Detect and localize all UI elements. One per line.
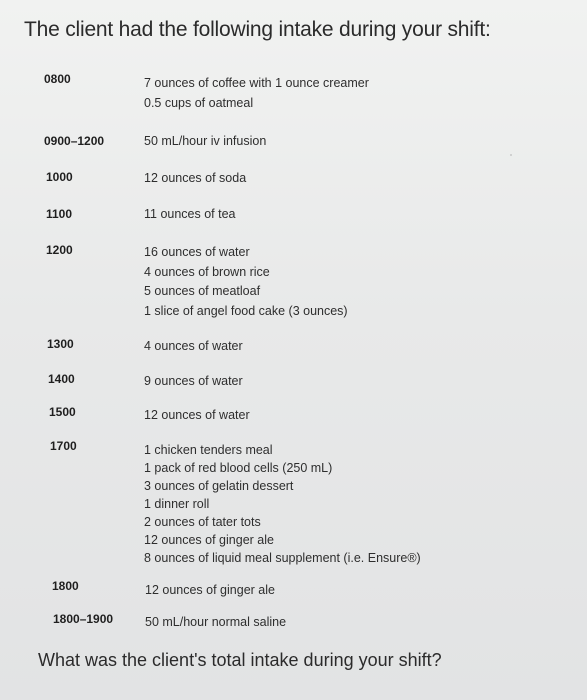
time-label: 0800 xyxy=(44,72,71,86)
intake-item: 0.5 cups of oatmeal xyxy=(144,95,254,110)
intake-items xyxy=(144,406,250,426)
intake-items xyxy=(144,441,421,567)
time-label: 0900–1200 xyxy=(44,134,105,148)
intake-item: 1 pack of red blood cells (250 mL) xyxy=(144,461,333,475)
intake-item: 1 slice of angel food cake (3 ounces) xyxy=(144,303,348,318)
intake-item: 12 ounces of soda xyxy=(144,171,247,185)
intake-item: 12 ounces of water xyxy=(144,408,250,422)
intake-items xyxy=(145,613,286,633)
intake-item: 16 ounces of water xyxy=(144,245,250,259)
paper-speck xyxy=(510,154,512,156)
intake-item: 1 chicken tenders meal xyxy=(144,443,273,457)
page-title: The client had the following intake during your shift: xyxy=(24,18,491,41)
intake-item: 3 ounces of gelatin dessert xyxy=(144,479,294,493)
intake-item: 5 ounces of meatloaf xyxy=(144,284,261,298)
time-label: 1300 xyxy=(47,337,74,351)
intake-item: 4 ounces of water xyxy=(144,339,243,353)
intake-items xyxy=(144,205,236,225)
intake-items xyxy=(144,169,246,189)
intake-item: 12 ounces of ginger ale xyxy=(145,583,275,597)
intake-items xyxy=(144,74,369,113)
time-label: 1500 xyxy=(49,405,76,419)
time-label: 1800–1900 xyxy=(53,612,114,626)
question-text: What was the client's total intake during your shift? xyxy=(38,650,442,670)
intake-item: 4 ounces of brown rice xyxy=(144,264,270,279)
time-label: 1000 xyxy=(46,170,73,184)
intake-item: 11 ounces of tea xyxy=(144,207,236,221)
intake-item: 2 ounces of tater tots xyxy=(144,515,261,529)
intake-item: 12 ounces of ginger ale xyxy=(144,533,274,547)
time-label: 1700 xyxy=(50,439,77,453)
intake-item: 7 ounces of coffee with 1 ounce creamer xyxy=(144,76,369,90)
time-label: 1800 xyxy=(52,579,79,593)
intake-items xyxy=(144,243,348,321)
intake-item: 8 ounces of liquid meal supplement (i.e. Ensure®) xyxy=(144,551,421,565)
time-label: 1100 xyxy=(46,207,73,221)
intake-item: 1 dinner roll xyxy=(144,497,210,511)
time-label: 1400 xyxy=(48,372,75,386)
time-label: 1200 xyxy=(46,243,73,257)
intake-items xyxy=(144,337,243,357)
intake-item: 50 mL/hour normal saline xyxy=(145,615,287,629)
intake-items xyxy=(144,372,243,392)
intake-items xyxy=(145,581,275,601)
intake-item: 9 ounces of water xyxy=(144,374,243,388)
intake-item: 50 mL/hour iv infusion xyxy=(144,134,267,148)
intake-items xyxy=(144,132,266,152)
